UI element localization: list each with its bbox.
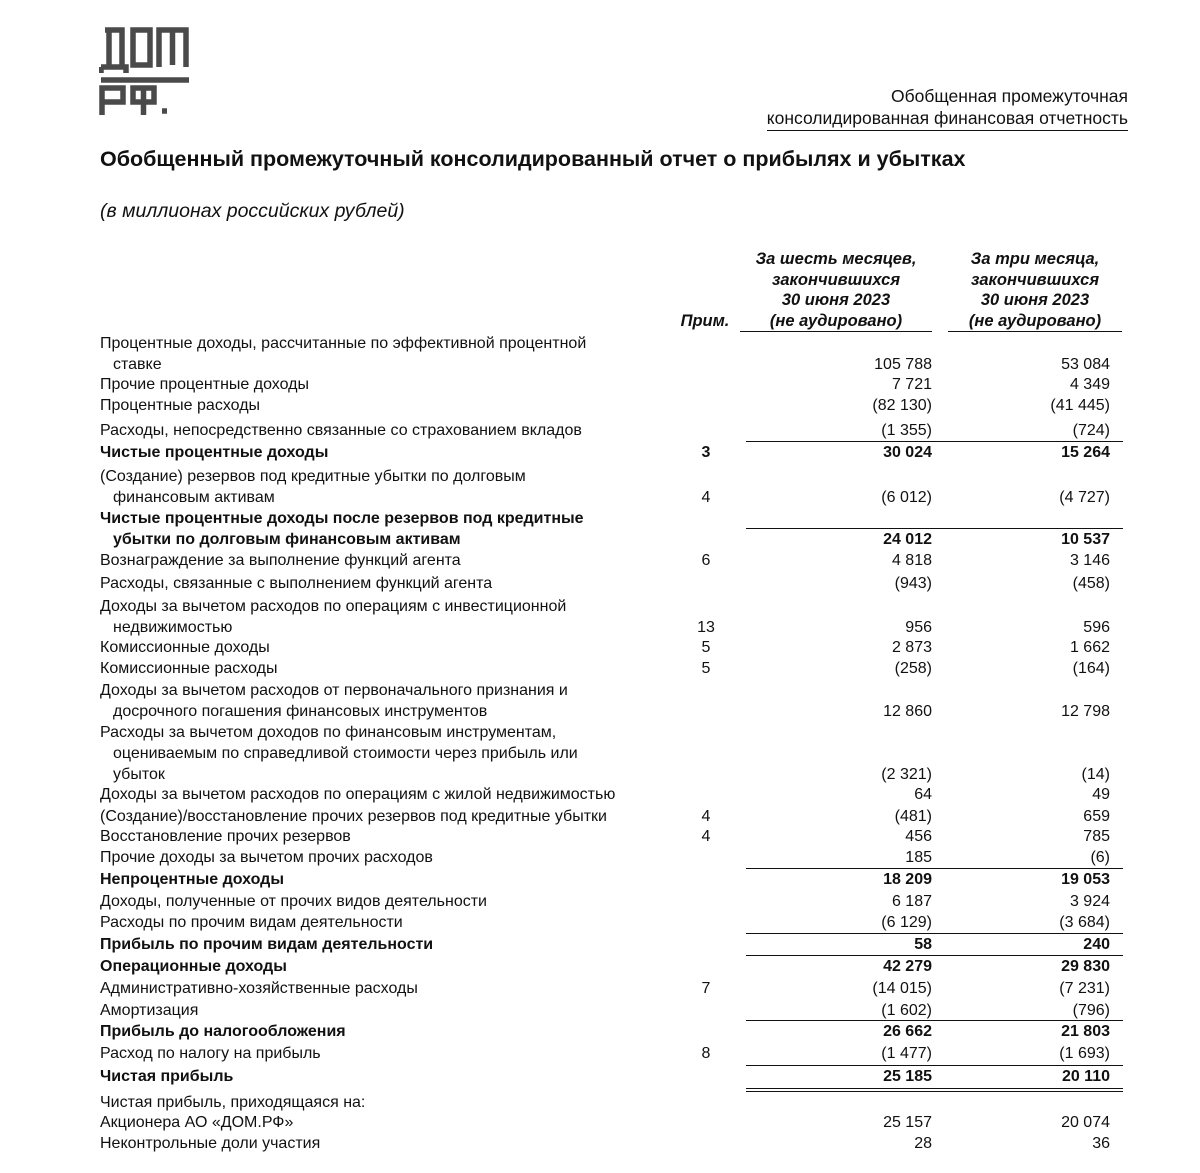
subtotal-rule (746, 528, 938, 529)
row-note: 5 (701, 639, 711, 656)
value-six-months: (6 012) (881, 489, 932, 506)
row-note: 4 (701, 808, 711, 825)
value-six-months: 64 (914, 786, 932, 803)
row-label-line: Доходы за вычетом расходов от первоначального признания и (100, 682, 568, 699)
table-row (0, 847, 1200, 868)
subtotal-rule (933, 868, 1123, 869)
row-label-line: Расходы, непосредственно связанные со страхованием вкладов (100, 422, 582, 439)
table-row (0, 442, 1200, 463)
value-three-months: (1 693) (1059, 1045, 1110, 1062)
row-label (100, 912, 403, 933)
table-row (0, 508, 1200, 550)
row-label (100, 1043, 321, 1064)
row-label-line: (Создание) резервов под кредитные убытки по долговым (100, 468, 526, 485)
table-row (0, 596, 1200, 638)
subtotal-rule (933, 441, 1123, 442)
subtotal-rule (746, 441, 938, 442)
table-row (0, 374, 1200, 395)
row-label-line: Операционные доходы (100, 958, 287, 975)
value-six-months: 25 157 (883, 1114, 932, 1131)
table-row (0, 1133, 1200, 1154)
row-label (100, 784, 615, 805)
table-row (0, 891, 1200, 912)
value-three-months: (796) (1072, 1002, 1110, 1019)
row-label (100, 374, 309, 395)
value-six-months: (2 321) (881, 766, 932, 783)
row-label-line: Административно-хозяйственные расходы (100, 980, 418, 997)
value-six-months: 12 860 (883, 703, 932, 720)
table-row (0, 637, 1200, 658)
row-label (100, 891, 487, 912)
dom-rf-logo (99, 27, 191, 115)
row-label-line: убыток (113, 766, 165, 783)
value-six-months: 28 (914, 1135, 932, 1152)
row-label (100, 658, 278, 679)
value-three-months: 49 (1092, 786, 1110, 803)
value-six-months: (14 015) (872, 980, 932, 997)
row-note: 6 (701, 552, 711, 569)
value-six-months: (1 477) (881, 1045, 932, 1062)
value-six-months: (1 355) (881, 422, 932, 439)
table-row (0, 826, 1200, 847)
table-row (0, 934, 1200, 955)
subtotal-rule (933, 933, 1123, 934)
value-three-months: (164) (1072, 660, 1110, 677)
value-six-months: 18 209 (883, 871, 932, 888)
row-label (100, 806, 607, 827)
row-label-line: Расходы за вычетом доходов по финансовым инструментам, (100, 724, 557, 741)
row-label-line: Прочие доходы за вычетом прочих расходов (100, 849, 433, 866)
row-label-line: Комиссионные расходы (100, 660, 278, 677)
row-label-line: Чистая прибыль (100, 1068, 234, 1085)
subtotal-rule (933, 1020, 1123, 1021)
row-label-line: Непроцентные доходы (100, 871, 284, 888)
row-label-line: Акционера АО «ДОМ.РФ» (100, 1114, 294, 1131)
table-row (0, 573, 1200, 594)
row-label-line: Доходы за вычетом расходов по операциям с инвестиционной (100, 598, 567, 615)
value-six-months: 456 (905, 828, 932, 845)
value-six-months: (258) (894, 660, 932, 677)
row-note: 4 (701, 489, 711, 506)
value-three-months: 36 (1092, 1135, 1110, 1152)
value-three-months: 12 798 (1061, 703, 1110, 720)
value-six-months: 105 788 (874, 356, 932, 373)
table-row (0, 550, 1200, 571)
statement-title: Обобщенный промежуточный консолидированный отчет о прибылях и убытках (100, 147, 966, 171)
value-three-months: (14) (1081, 766, 1110, 783)
row-label (100, 826, 351, 847)
row-note: 5 (701, 660, 711, 677)
row-label-line: недвижимостью (113, 619, 233, 636)
table-row (0, 466, 1200, 508)
row-label (100, 596, 566, 638)
table-row (0, 806, 1200, 827)
value-three-months: (6) (1090, 849, 1110, 866)
row-label (100, 637, 270, 658)
value-three-months: 21 803 (1061, 1023, 1110, 1040)
table-row (0, 395, 1200, 416)
row-label-line: Вознаграждение за выполнение функций агента (100, 552, 461, 569)
value-three-months: 19 053 (1061, 871, 1110, 888)
row-label-line: Расходы по прочим видам деятельности (100, 914, 403, 931)
subtotal-rule (933, 955, 1123, 956)
value-six-months: 956 (905, 619, 932, 636)
row-label (100, 442, 328, 463)
subtotal-rule (746, 1020, 938, 1021)
row-label (100, 1066, 233, 1087)
row-label (100, 1133, 320, 1154)
value-three-months: 3 146 (1069, 552, 1110, 569)
value-three-months: 29 830 (1061, 958, 1110, 975)
subtotal-rule (746, 933, 938, 934)
value-three-months: 596 (1083, 619, 1110, 636)
value-six-months: (481) (894, 808, 932, 825)
row-label (100, 550, 461, 571)
row-label-line: Амортизация (100, 1002, 199, 1019)
subtotal-rule (746, 868, 938, 869)
table-row (0, 912, 1200, 933)
column-header-six-months: За шесть месяцев, закончившихся 30 июня 2023 (не аудировано) (740, 249, 932, 332)
row-label (100, 1112, 293, 1133)
row-label-line: Процентные доходы, рассчитанные по эффективной процентной (100, 335, 587, 352)
total-double-rule (933, 1088, 1123, 1092)
row-label-line: Чистые процентные доходы (100, 444, 329, 461)
row-label-line: Доходы за вычетом расходов по операциям с жилой недвижимостью (100, 786, 616, 803)
value-six-months: 185 (905, 849, 932, 866)
row-label-line: Прибыль по прочим видам деятельности (100, 936, 434, 953)
row-note: 4 (701, 828, 711, 845)
value-three-months: (4 727) (1059, 489, 1110, 506)
value-three-months: (3 684) (1059, 914, 1110, 931)
table-row (0, 869, 1200, 890)
row-note: 13 (697, 619, 715, 636)
row-label-line: Чистая прибыль, приходящаяся на: (100, 1094, 366, 1111)
row-label-line: Расход по налогу на прибыль (100, 1045, 321, 1062)
table-row (0, 680, 1200, 722)
table-row (0, 978, 1200, 999)
row-label (100, 420, 582, 441)
row-label (100, 978, 418, 999)
value-three-months: 20 110 (1061, 1068, 1110, 1085)
value-three-months: (458) (1072, 575, 1110, 592)
table-row (0, 956, 1200, 977)
subtotal-rule (746, 955, 938, 956)
value-three-months: 1 662 (1069, 639, 1110, 656)
row-label-line: ставке (113, 356, 162, 373)
value-six-months: 4 818 (891, 552, 932, 569)
value-three-months: 240 (1083, 936, 1110, 953)
table-row (0, 1066, 1200, 1087)
value-six-months: 30 024 (883, 444, 932, 461)
value-three-months: 4 349 (1069, 376, 1110, 393)
value-six-months: 25 185 (883, 1068, 932, 1085)
table-row (0, 1021, 1200, 1042)
value-six-months: (6 129) (881, 914, 932, 931)
row-label (100, 722, 578, 785)
row-label-line: Расходы, связанные с выполнением функций агента (100, 575, 493, 592)
document-title (608, 85, 1128, 131)
subtotal-rule (933, 528, 1123, 529)
table-row (0, 420, 1200, 441)
value-three-months: 659 (1083, 808, 1110, 825)
units-caption: (в миллионах российских рублей) (100, 200, 405, 222)
row-label (100, 395, 260, 416)
row-label-line: Восстановление прочих резервов (100, 828, 351, 845)
document-title-line2: консолидированная финансовая отчетность (767, 107, 1128, 131)
value-six-months: 6 187 (891, 893, 932, 910)
row-label (100, 1000, 198, 1021)
table-row (0, 1092, 1200, 1113)
row-label (100, 1092, 365, 1113)
value-three-months: (41 445) (1050, 397, 1110, 414)
value-three-months: (724) (1072, 422, 1110, 439)
value-three-months: 785 (1083, 828, 1110, 845)
value-three-months: (7 231) (1059, 980, 1110, 997)
table-row (0, 1112, 1200, 1133)
row-label (100, 680, 568, 722)
row-note: 7 (701, 980, 711, 997)
value-six-months: 2 873 (891, 639, 932, 656)
value-six-months: 42 279 (883, 958, 932, 975)
row-label (100, 847, 433, 868)
column-header-three-months: За три месяца, закончившихся 30 июня 2023 (не аудировано) (948, 249, 1122, 332)
row-label-line: Доходы, полученные от прочих видов деятельности (100, 893, 487, 910)
row-label (100, 1021, 346, 1042)
row-label (100, 573, 492, 594)
row-label-line: (Создание)/восстановление прочих резервов под кредитные убытки (100, 808, 607, 825)
table-row (0, 1043, 1200, 1064)
row-label-line: Чистые процентные доходы после резервов под кредитные (100, 510, 584, 527)
value-six-months: (1 602) (881, 1002, 932, 1019)
table-row (0, 658, 1200, 679)
total-double-rule (746, 1088, 938, 1092)
value-six-months: 24 012 (883, 531, 932, 548)
subtotal-rule (746, 1065, 938, 1066)
value-three-months: 53 084 (1061, 356, 1110, 373)
row-label (100, 333, 586, 375)
value-three-months: 20 074 (1061, 1114, 1110, 1131)
table-row (0, 722, 1200, 785)
row-label-line: оцениваемым по справедливой стоимости через прибыль или (113, 745, 578, 762)
table-row (0, 333, 1200, 375)
row-label-line: финансовым активам (113, 489, 275, 506)
value-six-months: 26 662 (883, 1023, 932, 1040)
value-six-months: 58 (914, 936, 932, 953)
value-three-months: 10 537 (1061, 531, 1110, 548)
value-three-months: 15 264 (1061, 444, 1110, 461)
row-label-line: Неконтрольные доли участия (100, 1135, 321, 1152)
table-row (0, 784, 1200, 805)
value-six-months: (82 130) (872, 397, 932, 414)
column-header-note: Прим. (680, 312, 730, 330)
value-six-months: (943) (894, 575, 932, 592)
subtotal-rule (933, 1065, 1123, 1066)
row-label (100, 956, 287, 977)
row-label-line: Процентные расходы (100, 397, 261, 414)
row-label (100, 934, 433, 955)
row-label-line: Комиссионные доходы (100, 639, 270, 656)
row-label-line: убытки по долговым финансовым активам (113, 531, 461, 548)
row-label (100, 466, 526, 508)
value-three-months: 3 924 (1069, 893, 1110, 910)
document-title-line1: Обобщенная промежуточная (890, 86, 1128, 106)
row-label-line: Прибыль до налогообложения (100, 1023, 346, 1040)
table-row (0, 1000, 1200, 1021)
row-note: 8 (701, 1045, 711, 1062)
row-label-line: досрочного погашения финансовых инструментов (113, 703, 488, 720)
value-six-months: 7 721 (891, 376, 932, 393)
row-label (100, 869, 284, 890)
row-label-line: Прочие процентные доходы (100, 376, 310, 393)
row-label (100, 508, 584, 550)
row-note: 3 (701, 444, 711, 461)
